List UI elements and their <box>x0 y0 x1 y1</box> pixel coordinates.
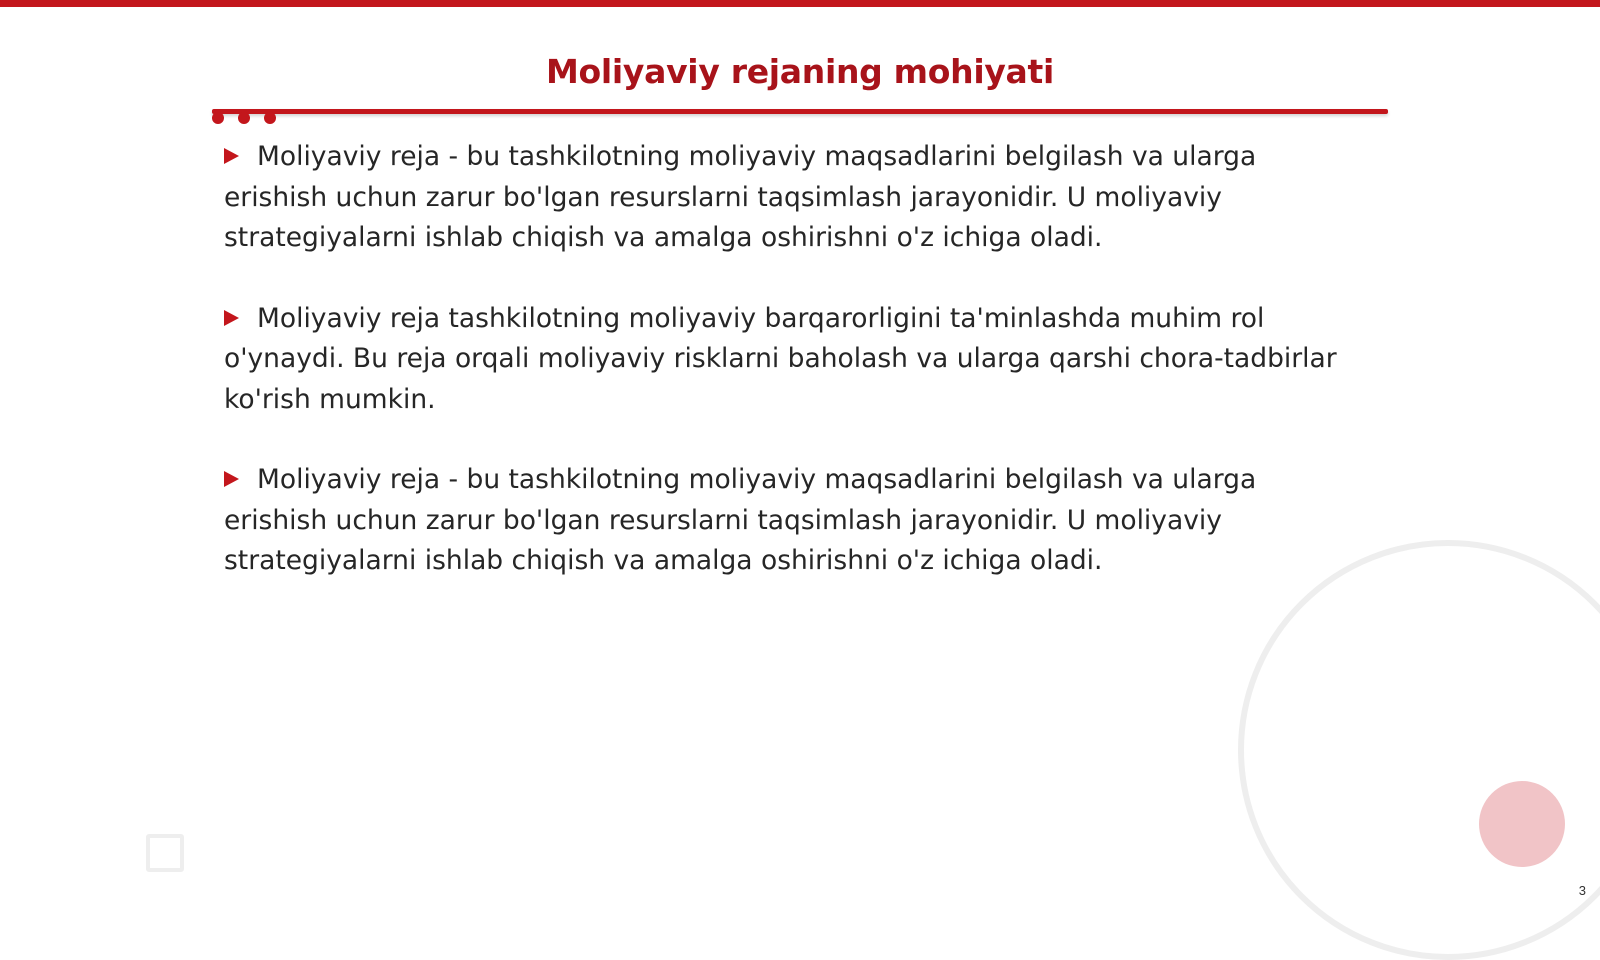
bullet-item <box>224 137 1364 259</box>
bullet-text: Moliyaviy reja - bu tashkilotning moliyaviy maqsadlarini belgilash va ularga erishish uchun zarur bo'lgan resurslarni taqsimlash jarayonidir. U moliyaviy strategiyalarni ishlab chiqish va amalga oshirishni o'z ichiga oladi. <box>224 141 1257 253</box>
bullet-item <box>224 299 1364 421</box>
bullet-list <box>224 137 1364 622</box>
triangle-right-icon <box>224 310 239 326</box>
decorative-square <box>146 834 184 872</box>
bullet-text: Moliyaviy reja tashkilotning moliyaviy barqarorligini ta'minlashda muhim rol o'ynaydi. Bu reja orqali moliyaviy risklarni baholash va ularga qarshi chora-tadbirlar ko'rish mumkin. <box>224 302 1337 415</box>
top-accent-bar <box>0 0 1600 7</box>
slide-title: Moliyaviy rejaning mohiyati <box>545 52 1054 91</box>
page-number: 3 <box>1578 883 1586 898</box>
bullet-text: Moliyaviy reja - bu tashkilotning moliyaviy maqsadlarini belgilash va ularga erishish uchun zarur bo'lgan resurslarni taqsimlash jarayonidir. U moliyaviy strategiyalarni ishlab chiqish va amalga oshirishni o'z ichiga oladi. <box>224 464 1257 576</box>
title-underline <box>212 109 1388 114</box>
triangle-right-icon <box>224 148 239 164</box>
title-dot-3 <box>264 112 276 124</box>
decorative-pink-dot <box>1479 781 1565 867</box>
bullet-item <box>224 460 1364 582</box>
title-dot-2 <box>238 112 250 124</box>
triangle-right-icon <box>224 471 239 487</box>
title-dot-1 <box>212 112 224 124</box>
